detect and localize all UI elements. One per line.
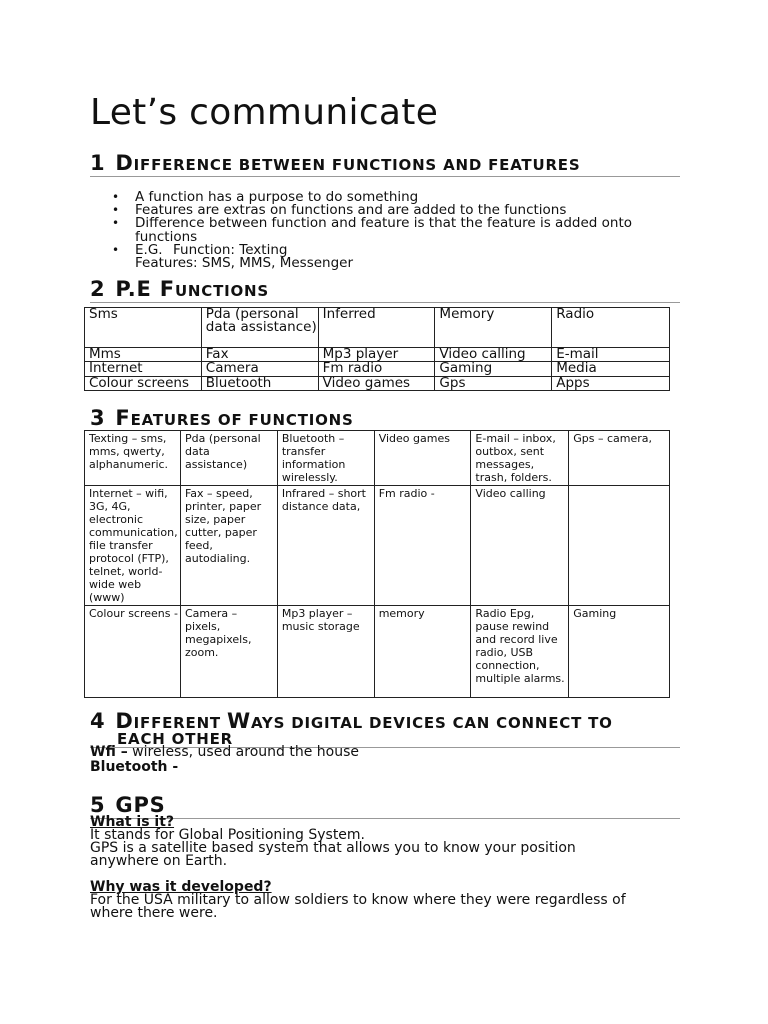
table-cell: Video calling xyxy=(471,486,569,606)
table-cell: Pda (personal data assistance) xyxy=(180,431,277,486)
section-5-heading: 5 GPS xyxy=(90,794,680,819)
table-row xyxy=(85,431,670,486)
table-cell: Media xyxy=(552,362,670,376)
table-cell: Radio Epg, pause rewind and record live radio, USB connection, multiple alarms. xyxy=(471,606,569,698)
table-cell: Fm radio - xyxy=(374,486,471,606)
table-cell: Video games xyxy=(374,431,471,486)
wifi-line: Wfi – wireless, used around the house xyxy=(90,744,359,760)
section-2-heading: 2 P.E FUNCTIONS xyxy=(90,278,680,303)
table-cell: Infrared – short distance data, xyxy=(277,486,374,606)
table-cell xyxy=(569,486,670,606)
answer-line: For the USA military to allow soldiers to know where they were regardless of xyxy=(90,892,626,908)
table-cell: Radio xyxy=(552,308,670,348)
table-cell: Fax – speed, printer, paper size, paper cutter, paper feed, autodialing. xyxy=(180,486,277,606)
table-cell: Colour screens - xyxy=(85,606,181,698)
answer-line: anywhere on Earth. xyxy=(90,853,228,869)
list-item: • Difference between function and feature is that the feature is added onto xyxy=(112,215,632,232)
table-cell: Gps xyxy=(435,376,552,390)
table-cell: Texting – sms, mms, qwerty, alphanumeric. xyxy=(85,431,181,486)
table-cell: Pda (personal data assistance) xyxy=(201,308,318,348)
table-cell: memory xyxy=(374,606,471,698)
section-3-heading: 3 FEATURES OF FUNCTIONS xyxy=(90,406,354,430)
table-row xyxy=(85,308,670,348)
table-cell: Memory xyxy=(435,308,552,348)
table-cell: Mp3 player xyxy=(318,348,435,362)
answer-line: GPS is a satellite based system that allows you to know your position xyxy=(90,840,576,856)
table-cell: Gaming xyxy=(569,606,670,698)
section-number: 3 xyxy=(90,406,106,430)
table-cell: Inferred xyxy=(318,308,435,348)
bluetooth-line: Bluetooth - xyxy=(90,759,179,775)
table-cell: Camera – pixels, megapixels, zoom. xyxy=(180,606,277,698)
answer-line: It stands for Global Positioning System. xyxy=(90,827,366,843)
table-cell: Gps – camera, xyxy=(569,431,670,486)
section-number: 4 xyxy=(90,709,106,733)
section-number: 1 xyxy=(90,151,106,175)
table-cell: Camera xyxy=(201,362,318,376)
functions-table xyxy=(84,307,670,391)
list-item: • A function has a purpose to do something xyxy=(112,189,419,205)
page-title: Let’s communicate xyxy=(90,92,439,133)
list-item-continuation: functions xyxy=(135,228,198,245)
features-table xyxy=(84,430,670,698)
list-item-continuation: Features: SMS, MMS, Messenger xyxy=(135,255,354,272)
table-row xyxy=(85,606,670,698)
table-cell: Bluetooth – transfer information wirelessly. xyxy=(277,431,374,486)
answer-line: where there were. xyxy=(90,905,218,921)
question-why-developed: Why was it developed? xyxy=(90,879,272,895)
table-cell: Fm radio xyxy=(318,362,435,376)
table-cell: Mp3 player – music storage xyxy=(277,606,374,698)
table-cell: Video calling xyxy=(435,348,552,362)
table-cell: Sms xyxy=(85,308,202,348)
list-item: • E.G. Function: Texting xyxy=(112,241,288,258)
table-cell: Video games xyxy=(318,376,435,390)
table-cell: Colour screens xyxy=(85,376,202,390)
table-cell: Internet xyxy=(85,362,202,376)
list-item: • Features are extras on functions and are added to the functions xyxy=(112,202,567,219)
table-row xyxy=(85,376,670,390)
section-number: 2 xyxy=(90,277,106,301)
table-cell: Mms xyxy=(85,348,202,362)
table-cell: Internet – wifi, 3G, 4G, electronic communication, file transfer protocol (FTP), telnet, world-wide web (www) xyxy=(85,486,181,606)
table-cell: E-mail – inbox, outbox, sent messages, trash, folders. xyxy=(471,431,569,486)
table-cell: E-mail xyxy=(552,348,670,362)
question-what-is-it: What is it? xyxy=(90,814,175,830)
section-4-heading: 4 DIFFERENT WAYS DIGITAL DEVICES CAN CONNECT TO EACH OTHER xyxy=(90,711,680,748)
table-cell: Apps xyxy=(552,376,670,390)
table-row xyxy=(85,486,670,606)
section-number: 5 xyxy=(90,793,106,817)
section-1-heading: 1 DIFFERENCE BETWEEN FUNCTIONS AND FEATURES xyxy=(90,152,680,177)
table-cell: Bluetooth xyxy=(201,376,318,390)
table-cell: Fax xyxy=(201,348,318,362)
function-feature-list xyxy=(112,191,672,270)
table-row xyxy=(85,362,670,376)
table-cell: Gaming xyxy=(435,362,552,376)
